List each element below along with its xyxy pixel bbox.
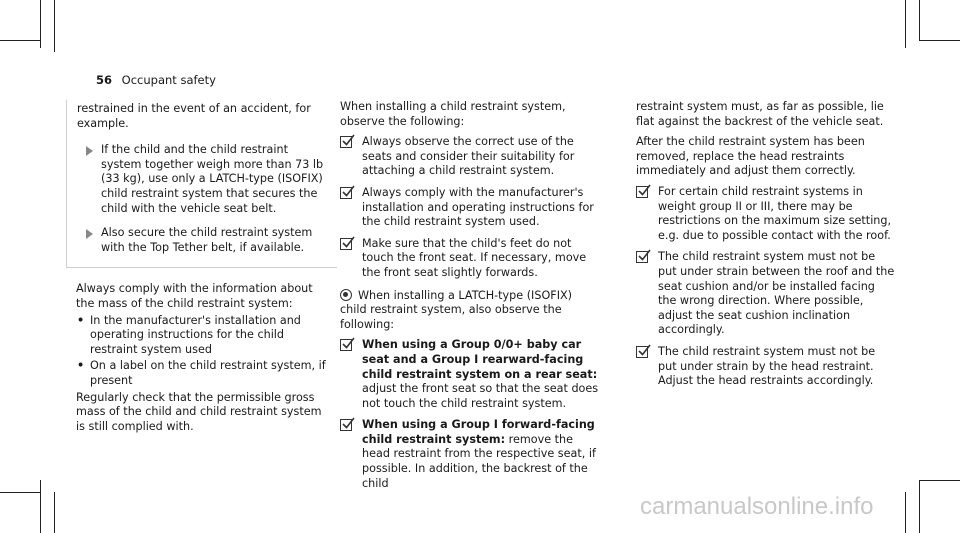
paragraph: restraint system must, as far as possible, lie flat against the backrest of the vehicle seat. (636, 100, 884, 128)
column-2 (340, 100, 600, 491)
paragraph: When installing a child restraint system, observe the following: (340, 100, 566, 128)
crop-mark (0, 492, 40, 493)
list-item: • In the manufacturer's installation and operating instructions for the child restraint system used (77, 313, 301, 356)
instruction-step: If the child and the child restraint system together weigh more than 73 lb (33 kg), use only a LATCH-type (ISOFIX) child restraint system that secures the child with the vehicle seat belt. (77, 143, 327, 216)
arrow-right-icon (86, 229, 93, 239)
section-title: Occupant safety (121, 73, 216, 87)
arrow-right-icon (86, 146, 93, 156)
page-header (96, 73, 216, 88)
column-1 (76, 100, 332, 434)
page-number: 56 (96, 73, 113, 87)
checkbox-icon (340, 339, 352, 351)
checkbox-icon (340, 419, 352, 431)
crop-mark (905, 492, 906, 533)
checklist-item: The child restraint system must not be put under strain between the roof and the seat cushion and/or be installed facing the wrong direction. Where possible, adjust the seat cushion inclination accordingly. (636, 250, 896, 338)
checkbox-icon (340, 238, 352, 250)
checklist-item: When using a Group I forward-facing child restraint system: remove the head restraint from the respective seat, if possible. In addition, the backrest of the child (340, 418, 600, 491)
checkbox-icon (636, 251, 648, 263)
bullet-icon: • (77, 313, 85, 327)
checklist-item: The child restraint system must not be put under strain by the head restraint. Adjust the head restraints accordingly. (636, 345, 896, 389)
checklist-item: Always comply with the manufacturer's installation and operating instructions for the child restraint system used. (340, 186, 600, 230)
checkbox-icon (340, 187, 352, 199)
checkbox-icon (636, 346, 648, 358)
checklist-item: Always observe the correct use of the seats and consider their suitability for attaching a child restraint system. (340, 135, 600, 179)
crop-mark (54, 0, 55, 52)
instruction-box (66, 100, 337, 268)
crop-mark (40, 480, 41, 533)
continued-text: restrained in the event of an accident, for example. (77, 102, 311, 130)
crop-mark (919, 480, 920, 533)
paragraph: After the child restraint system has been removed, replace the head restraints immediately and adjust them correctly. (636, 135, 865, 178)
crop-mark (905, 0, 906, 48)
list-item: • On a label on the child restraint system, if present (77, 359, 326, 387)
info-icon (340, 289, 352, 301)
checkbox-icon (340, 136, 352, 148)
crop-mark (0, 40, 40, 41)
crop-mark (919, 0, 920, 40)
bullet-icon: • (77, 359, 85, 373)
checkbox-icon (636, 186, 648, 198)
crop-mark (40, 0, 41, 48)
watermark: carmanualsonline.info (640, 493, 874, 520)
paragraph: Regularly check that the permissible gross mass of the child and child restraint system is still complied with. (76, 390, 322, 433)
crop-mark (919, 480, 960, 481)
column-3 (636, 100, 896, 389)
instruction-step: Also secure the child restraint system with the Top Tether belt, if available. (77, 226, 327, 255)
note: When installing a LATCH-type (ISOFIX) child restraint system, also observe the following: (340, 288, 573, 331)
checklist-item: Make sure that the child's feet do not touch the front seat. If necessary, move the front seat slightly forwards. (340, 237, 600, 281)
paragraph: Always comply with the information about the mass of the child restraint system: (76, 282, 313, 310)
crop-mark (919, 40, 960, 41)
checklist-item: For certain child restraint systems in weight group II or III, there may be restrictions on the maximum size setting, e.g. due to possible contact with the roof. (636, 185, 896, 243)
checklist-item: When using a Group 0/0+ baby car seat and a Group I rearward-facing child restraint system on a rear seat: adjust the front seat so that the seat does not touch the child restraint system. (340, 338, 600, 411)
crop-mark (54, 492, 55, 533)
